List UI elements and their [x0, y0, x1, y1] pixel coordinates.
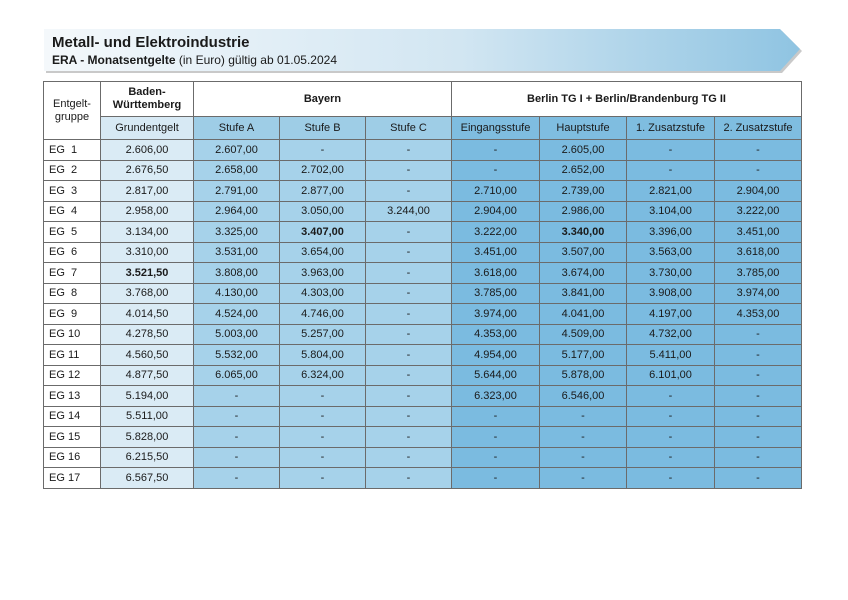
salary-cell: 2.710,00 [452, 181, 540, 202]
header-region-bw: Baden- Württemberg [101, 82, 194, 117]
salary-cell: 5.878,00 [540, 365, 627, 386]
salary-cell: 6.567,50 [101, 468, 194, 489]
entgeltgruppe-cell: EG 16 [44, 447, 101, 468]
salary-cell: - [366, 181, 452, 202]
column-header: 1. Zusatzstufe [627, 117, 715, 140]
salary-cell: - [627, 468, 715, 489]
salary-cell: - [627, 447, 715, 468]
entgeltgruppe-cell: EG 11 [44, 345, 101, 366]
salary-cell: - [715, 365, 802, 386]
salary-cell: - [366, 345, 452, 366]
salary-cell: - [280, 140, 366, 161]
column-header: 2. Zusatzstufe [715, 117, 802, 140]
table-row [44, 242, 802, 263]
salary-cell: - [715, 406, 802, 427]
salary-cell: - [715, 427, 802, 448]
salary-cell: - [366, 263, 452, 284]
salary-cell: 3.841,00 [540, 283, 627, 304]
table-row [44, 283, 802, 304]
table-row [44, 345, 802, 366]
entgeltgruppe-cell: EG 2 [44, 160, 101, 181]
page-subtitle [52, 53, 337, 67]
salary-cell: 4.353,00 [715, 304, 802, 325]
table-row [44, 406, 802, 427]
salary-cell: - [366, 365, 452, 386]
table-row [44, 181, 802, 202]
salary-cell: 2.606,00 [101, 140, 194, 161]
salary-cell: - [627, 406, 715, 427]
salary-cell: 2.817,00 [101, 181, 194, 202]
entgeltgruppe-cell: EG 8 [44, 283, 101, 304]
salary-cell: - [366, 406, 452, 427]
salary-cell: 3.050,00 [280, 201, 366, 222]
salary-cell: 2.958,00 [101, 201, 194, 222]
salary-cell: 3.222,00 [715, 201, 802, 222]
salary-cell: 3.521,50 [101, 263, 194, 284]
salary-cell: 3.310,00 [101, 242, 194, 263]
salary-cell: 3.407,00 [280, 222, 366, 243]
salary-cell: 2.605,00 [540, 140, 627, 161]
salary-cell: - [540, 427, 627, 448]
entgeltgruppe-cell: EG 3 [44, 181, 101, 202]
table-row [44, 447, 802, 468]
salary-cell: 4.746,00 [280, 304, 366, 325]
salary-cell: 5.828,00 [101, 427, 194, 448]
salary-cell: 6.065,00 [194, 365, 280, 386]
salary-cell: - [452, 406, 540, 427]
column-header: Stufe C [366, 117, 452, 140]
salary-cell: 3.563,00 [627, 242, 715, 263]
column-header: Eingangsstufe [452, 117, 540, 140]
salary-cell: 5.194,00 [101, 386, 194, 407]
salary-cell: 3.908,00 [627, 283, 715, 304]
salary-cell: - [366, 427, 452, 448]
salary-cell: 5.177,00 [540, 345, 627, 366]
salary-cell: - [366, 386, 452, 407]
entgeltgruppe-cell: EG 7 [44, 263, 101, 284]
table-row [44, 365, 802, 386]
salary-cell: 2.986,00 [540, 201, 627, 222]
column-header: Stufe B [280, 117, 366, 140]
salary-cell: 3.531,00 [194, 242, 280, 263]
salary-cell: 5.511,00 [101, 406, 194, 427]
salary-cell: - [280, 386, 366, 407]
salary-cell: 3.808,00 [194, 263, 280, 284]
table-row [44, 222, 802, 243]
salary-cell: 3.963,00 [280, 263, 366, 284]
salary-cell: 6.323,00 [452, 386, 540, 407]
salary-cell: - [194, 447, 280, 468]
salary-cell: - [280, 427, 366, 448]
salary-cell: - [366, 140, 452, 161]
salary-cell: 2.964,00 [194, 201, 280, 222]
salary-cell: 3.730,00 [627, 263, 715, 284]
salary-cell: - [715, 160, 802, 181]
salary-cell: 6.324,00 [280, 365, 366, 386]
header-entgeltgruppe: Entgelt- gruppe [44, 82, 101, 140]
salary-cell: - [366, 222, 452, 243]
salary-cell: - [452, 160, 540, 181]
entgeltgruppe-cell: EG 12 [44, 365, 101, 386]
salary-cell: 2.904,00 [452, 201, 540, 222]
salary-cell: 4.560,50 [101, 345, 194, 366]
table-row [44, 263, 802, 284]
column-header: Stufe A [194, 117, 280, 140]
salary-cell: 3.244,00 [366, 201, 452, 222]
salary-cell: 4.524,00 [194, 304, 280, 325]
salary-cell: - [627, 386, 715, 407]
entgeltgruppe-cell: EG 6 [44, 242, 101, 263]
table-row [44, 386, 802, 407]
salary-table [43, 81, 802, 489]
salary-cell: - [366, 160, 452, 181]
salary-cell: 4.303,00 [280, 283, 366, 304]
salary-cell: - [366, 304, 452, 325]
salary-cell: 3.974,00 [715, 283, 802, 304]
table-row [44, 140, 802, 161]
entgeltgruppe-cell: EG 17 [44, 468, 101, 489]
salary-cell: 2.702,00 [280, 160, 366, 181]
salary-cell: - [194, 427, 280, 448]
salary-cell: 5.532,00 [194, 345, 280, 366]
table-row [44, 324, 802, 345]
salary-cell: - [627, 140, 715, 161]
salary-cell: 4.041,00 [540, 304, 627, 325]
salary-cell: 3.785,00 [452, 283, 540, 304]
salary-cell: 2.676,50 [101, 160, 194, 181]
salary-cell: - [452, 468, 540, 489]
salary-cell: 3.654,00 [280, 242, 366, 263]
entgeltgruppe-cell: EG 13 [44, 386, 101, 407]
header-region-bayern: Bayern [194, 82, 452, 117]
salary-cell: 6.215,50 [101, 447, 194, 468]
column-header: Hauptstufe [540, 117, 627, 140]
salary-cell: - [366, 447, 452, 468]
salary-cell: 4.732,00 [627, 324, 715, 345]
salary-cell: - [194, 468, 280, 489]
column-header: Grundentgelt [101, 117, 194, 140]
salary-cell: 3.618,00 [452, 263, 540, 284]
salary-cell: 2.877,00 [280, 181, 366, 202]
salary-cell: 5.257,00 [280, 324, 366, 345]
table-row [44, 304, 802, 325]
salary-cell: - [715, 345, 802, 366]
salary-cell: 3.340,00 [540, 222, 627, 243]
entgeltgruppe-cell: EG 5 [44, 222, 101, 243]
salary-cell: 5.804,00 [280, 345, 366, 366]
salary-cell: - [452, 140, 540, 161]
salary-cell: 4.130,00 [194, 283, 280, 304]
salary-cell: 3.785,00 [715, 263, 802, 284]
header-region-berlin: Berlin TG I + Berlin/Brandenburg TG II [452, 82, 802, 117]
salary-cell: - [366, 242, 452, 263]
salary-cell: - [194, 386, 280, 407]
salary-cell: - [715, 447, 802, 468]
salary-cell: - [280, 468, 366, 489]
salary-cell: - [280, 447, 366, 468]
table-row [44, 160, 802, 181]
salary-cell: 4.014,50 [101, 304, 194, 325]
salary-cell: 6.101,00 [627, 365, 715, 386]
salary-cell: 3.451,00 [452, 242, 540, 263]
entgeltgruppe-cell: EG 15 [44, 427, 101, 448]
salary-cell: 5.644,00 [452, 365, 540, 386]
salary-cell: - [366, 324, 452, 345]
salary-cell: 3.674,00 [540, 263, 627, 284]
table-row [44, 427, 802, 448]
salary-cell: 2.658,00 [194, 160, 280, 181]
salary-cell: 4.509,00 [540, 324, 627, 345]
salary-cell: 2.739,00 [540, 181, 627, 202]
salary-cell: 4.954,00 [452, 345, 540, 366]
table-row [44, 201, 802, 222]
salary-cell: 3.451,00 [715, 222, 802, 243]
salary-cell: 4.197,00 [627, 304, 715, 325]
salary-cell: 4.877,50 [101, 365, 194, 386]
salary-cell: 3.104,00 [627, 201, 715, 222]
salary-cell: - [540, 406, 627, 427]
salary-cell: 3.507,00 [540, 242, 627, 263]
salary-cell: - [452, 447, 540, 468]
entgeltgruppe-cell: EG 14 [44, 406, 101, 427]
salary-cell: - [540, 468, 627, 489]
salary-cell: - [366, 283, 452, 304]
subtitle-bold: ERA - Monatsentgelte [52, 53, 176, 67]
salary-cell: - [452, 427, 540, 448]
salary-cell: 5.411,00 [627, 345, 715, 366]
subtitle-rest: (in Euro) gültig ab 01.05.2024 [175, 53, 338, 67]
table-row [44, 468, 802, 489]
entgeltgruppe-cell: EG 4 [44, 201, 101, 222]
salary-cell: - [715, 386, 802, 407]
salary-cell: 3.768,00 [101, 283, 194, 304]
salary-cell: - [627, 160, 715, 181]
salary-cell: - [194, 406, 280, 427]
salary-cell: 3.134,00 [101, 222, 194, 243]
entgeltgruppe-cell: EG 1 [44, 140, 101, 161]
page-title: Metall- und Elektroindustrie [52, 34, 250, 51]
salary-cell: 2.652,00 [540, 160, 627, 181]
salary-cell: 4.353,00 [452, 324, 540, 345]
entgeltgruppe-cell: EG 9 [44, 304, 101, 325]
salary-cell: - [366, 468, 452, 489]
salary-cell: 3.396,00 [627, 222, 715, 243]
salary-cell: 4.278,50 [101, 324, 194, 345]
salary-cell: - [540, 447, 627, 468]
salary-cell: 2.904,00 [715, 181, 802, 202]
salary-cell: 5.003,00 [194, 324, 280, 345]
salary-cell: 2.791,00 [194, 181, 280, 202]
salary-cell: - [715, 468, 802, 489]
salary-cell: 3.325,00 [194, 222, 280, 243]
salary-cell: 2.607,00 [194, 140, 280, 161]
entgeltgruppe-cell: EG 10 [44, 324, 101, 345]
title-banner [44, 29, 804, 73]
salary-cell: - [715, 140, 802, 161]
salary-cell: 6.546,00 [540, 386, 627, 407]
salary-cell: 3.618,00 [715, 242, 802, 263]
salary-cell: 3.222,00 [452, 222, 540, 243]
salary-cell: - [627, 427, 715, 448]
salary-cell: 3.974,00 [452, 304, 540, 325]
salary-cell: 2.821,00 [627, 181, 715, 202]
salary-cell: - [280, 406, 366, 427]
salary-cell: - [715, 324, 802, 345]
